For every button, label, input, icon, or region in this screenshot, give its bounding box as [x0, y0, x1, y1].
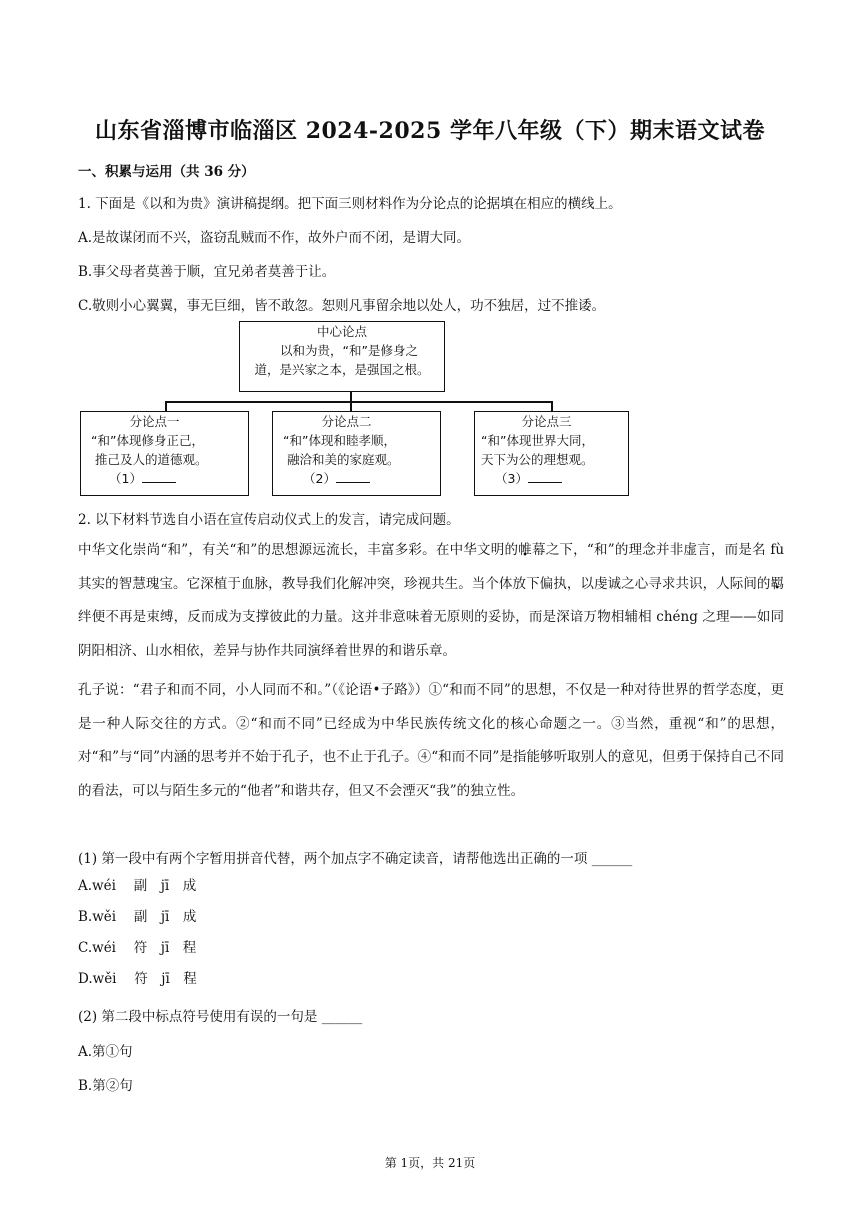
sub-question-1-option-d[interactable]: D.wěi 符 jī 程 [78, 971, 197, 987]
passage-text: 中华文化崇尚“和”，有关“和”的思想源远流长，丰富多彩。在中华文明的 [78, 542, 519, 558]
sub-question-1-option-b[interactable]: B.wěi 副 jī 成 [78, 909, 197, 925]
sub-question-1: (1) 第一段中有两个字暂用拼音代替，两个加点字不确定读音，请帮他选出正确的一项 ______ [78, 851, 633, 867]
passage-paragraph-1 [78, 534, 784, 668]
sub-argument-1-line1: “和”体现修身正己， [91, 433, 204, 448]
sub-argument-2-box [272, 411, 441, 496]
sub-argument-3-line2: 天下为公的理想观。 [481, 452, 594, 467]
sub-argument-2-line1: “和”体现和睦孝顺， [283, 433, 396, 448]
sub-argument-3-line1: “和”体现世界大同， [481, 433, 594, 448]
passage-text: 幕之下，“和”的理念并非虚言，而是名 fù其实的智慧瑰宝。它深植于血脉，教导我们化解冲突，珍视共生。当个体放下偏执，以虔诚之心寻求共识，人际间的 [78, 542, 785, 592]
sub-question-2-option-b[interactable]: B.第②句 [78, 1078, 133, 1094]
sub-argument-2-line2: 融洽和美的家庭观。 [287, 452, 400, 467]
answer-blank-1[interactable] [142, 470, 176, 483]
dotted-character-1: 帷 [518, 542, 532, 558]
sub-question-2: (2) 第二段中标点符号使用有误的一句是 ______ [78, 1009, 363, 1025]
sub-argument-3-title: 分论点三 [521, 414, 572, 429]
question-1-stem: 1. 下面是《以和为贵》演讲稿提纲。把下面三则材料作为分论点的论据填在相应的横线上。 [78, 196, 622, 212]
sub-argument-1-box [80, 411, 249, 496]
sub-argument-1-title: 分论点一 [129, 414, 180, 429]
connector-horizontal [165, 401, 552, 403]
sub-question-2-option-a[interactable]: A.第①句 [78, 1044, 133, 1060]
central-argument-box [239, 321, 445, 392]
central-argument-title: 中心论点 [316, 324, 367, 339]
section-heading: 一、积累与运用（共 36 分） [78, 164, 255, 180]
sub-argument-3-num: （3） [495, 471, 528, 486]
argument-diagram [79, 318, 631, 498]
answer-blank-2[interactable] [336, 470, 370, 483]
material-a: A.是故谋闭而不兴，盗窃乱贼而不作，故外户而不闭，是谓大同。 [78, 230, 471, 246]
dotted-character-2: 羁 [770, 575, 784, 592]
sub-question-1-option-c[interactable]: C.wéi 符 jī 程 [78, 940, 197, 956]
sub-argument-3-box [474, 411, 629, 496]
answer-blank-3[interactable] [528, 470, 562, 483]
sub-question-1-option-a[interactable]: A.wéi 副 jī 成 [78, 878, 197, 894]
passage-text: 绊便不再是束缚，反而成为支撑彼此的力量。这并非意味着无原则的妥协，而是深谙万物相辅相 chéng 之理——如同阴阳相济、山水相依，差异与协作共同演绎着世界的和谐乐章。 [78, 609, 784, 659]
sub-argument-1-line2: 推己及人的道德观。 [95, 452, 208, 467]
material-b: B.事父母者莫善于顺，宜兄弟者莫善于让。 [78, 264, 336, 280]
page-title: 山东省淄博市临淄区 2024-2025 学年八年级（下）期末语文试卷 [95, 118, 765, 144]
sub-argument-2-num: （2） [303, 471, 336, 486]
central-argument-line2: 道，是兴家之本，是强国之根。 [254, 362, 430, 377]
question-2-stem: 2. 以下材料节选自小语在宣传启动仪式上的发言，请完成问题。 [78, 512, 460, 528]
sub-argument-2-title: 分论点二 [321, 414, 372, 429]
passage-paragraph-2: 孔子说：“君子和而不同，小人同而不和。”（《论语•子路》）①“和而不同”的思想，不仅是一种对待世界的哲学态度，更是一种人际交往的方式。②“和而不同”已经成为中华民族传统文化的核心命题之一。③当然，重视“和”的思想，对“和”与“同”内涵的思考并不始于孔子，也不止于孔子。④“和而不同”是指能够听取别人的意见，但勇于保持自己不同的看法，可以与陌生多元的“他者”和谐共存，但又不会湮灭“我”的独立性。 [78, 682, 784, 799]
sub-argument-1-num: （1） [109, 471, 142, 486]
material-c: C.敬则小心翼翼，事无巨细，皆不敢忽。恕则凡事留余地以处人，功不独居，过不推诿。 [78, 298, 606, 314]
central-argument-line1: 以和为贵，“和”是修身之 [280, 343, 418, 358]
page-footer: 第 1页，共 21页 [384, 1156, 476, 1170]
